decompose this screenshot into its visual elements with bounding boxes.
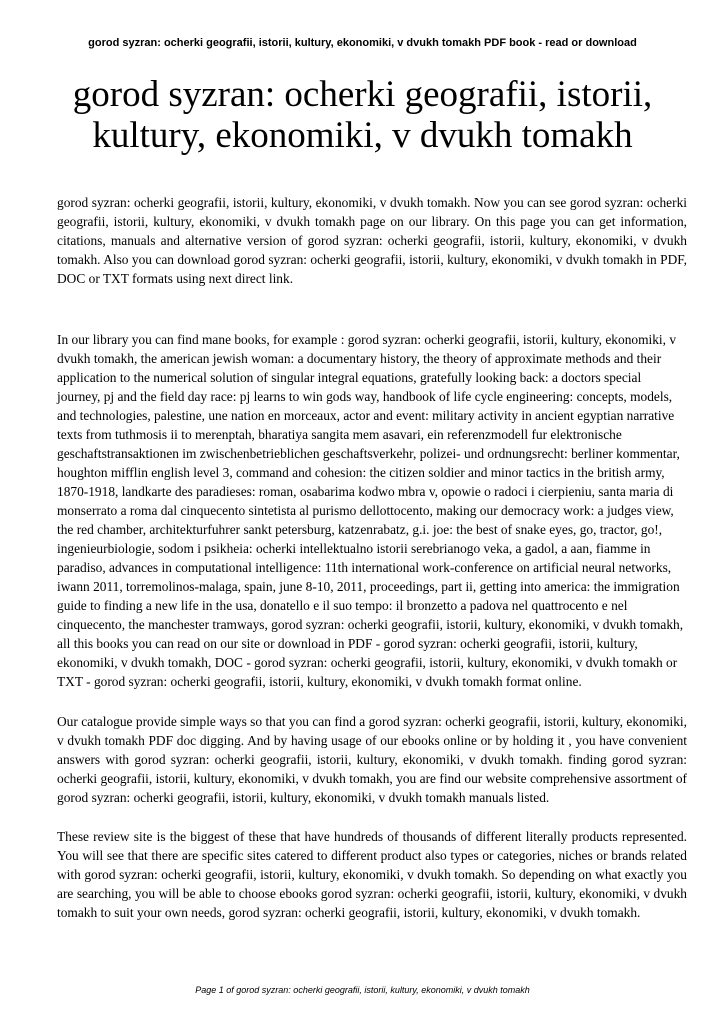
page-footer: Page 1 of gorod syzran: ocherki geografii, istorii, kultury, ekonomiki, v dvukh tomakh	[195, 985, 530, 995]
library-paragraph: In our library you can find mane books, for example : gorod syzran: ocherki geografii, istorii, kultury, ekonomiki, v dvukh tomakh, the american jewish woman: a documentary history, the theory of approximate methods and their application to the numerical solution of singular integral equations, gratefully looking back: a doctors special journey, pj and the field day race: pj learns to win gods way, handbook of life cycle engineering: concepts, models, and technologies, palestine, une nation en morceaux, actor and event: military activity in ancient egyptian narrative texts from tuthmosis ii to merenptah, bharatiya sangita mem asavari, ein referenzmodell fur elektronische geschaftstransaktionen im zwischenbetrieblichen geschaftsverkehr, polizei- und ordnungsrecht: berliner kommentar, houghton mifflin english level 3, command and cohesion: the citizen soldier and minor tactics in the british army, 1870-1918, landkarte des paradieses: roman, osabarima kodwo mbra v, opowie o radoci i cierpieniu, santa maria di monserrato a roma dal cinquecento sintetista al purismo dellottocento, making our democracy work: a judges view, the red chamber, architekturfuhrer sankt petersburg, katzenrabatz, g.i. joe: the best of snake eyes, go, tractor, go!, ingenieurbiologie, sodom i psikheia: ocherki intellektualno istorii serebrianogo veka, a gadol, a aan, fiamme in paradiso, advances in computational intelligence: 11th international work-conference on artificial neural networks, iwann 2011, torremolinos-malaga, spain, june 8-10, 2011, proceedings, part ii, getting into america: the immigration guide to finding a new life in the usa, donatello e il suo tempo: il bronzetto a padova nel quattrocento e nel cinquecento, the manchester tramways, gorod syzran: ocherki geografii, istorii, kultury, ekonomiki, v dvukh tomakh, all this books you can read on our site or download in PDF - gorod syzran: ocherki geografii, istorii, kultury, ekonomiki, v dvukh tomakh, DOC - gorod syzran: ocherki geografii, istorii, kultury, ekonomiki, v dvukh tomakh or TXT - gorod syzran: ocherki geografii, istorii, kultury, ekonomiki, v dvukh tomakh format online.	[57, 332, 684, 689]
catalogue-paragraph: Our catalogue provide simple ways so that you can find a gorod syzran: ocherki geografii, istorii, kultury, ekonomiki, v dvukh tomakh PDF doc digging. And by having usage of our ebooks online or by holding it , you have convenient answers with gorod syzran: ocherki geografii, istorii, kultury, ekonomiki, v dvukh tomakh. finding gorod syzran: ocherki geografii, istorii, kultury, ekonomiki, v dvukh tomakh, you are find our website comprehensive assortment of gorod syzran: ocherki geografii, istorii, kultury, ekonomiki, v dvukh tomakh manuals listed.	[57, 714, 687, 805]
intro-paragraph: gorod syzran: ocherki geografii, istorii, kultury, ekonomiki, v dvukh tomakh. Now you can see gorod syzran: ocherki geografii, istorii, kultury, ekonomiki, v dvukh tomakh page on our library. On this page you can get information, citations, manuals and alternative version of gorod syzran: ocherki geografii, istorii, kultury, ekonomiki, v dvukh tomakh. Also you can download gorod syzran: ocherki geografii, istorii, kultury, ekonomiki, v dvukh tomakh in PDF, DOC or TXT formats using next direct link.	[57, 195, 687, 286]
page-header: gorod syzran: ocherki geografii, istorii, kultury, ekonomiki, v dvukh tomakh PDF book - read or download	[88, 37, 637, 49]
document-title: gorod syzran: ocherki geografii, istorii, kultury, ekonomiki, v dvukh tomakh	[72, 74, 653, 156]
document-body	[57, 193, 687, 922]
review-paragraph: These review site is the biggest of these that have hundreds of thousands of different literally products represented. You will see that there are specific sites catered to different product also types or categories, niches or brands related with gorod syzran: ocherki geografii, istorii, kultury, ekonomiki, v dvukh tomakh. So depending on what exactly you are searching, you will be able to choose ebooks gorod syzran: ocherki geografii, istorii, kultury, ekonomiki, v dvukh tomakh to suit your own needs, gorod syzran: ocherki geografii, istorii, kultury, ekonomiki, v dvukh tomakh.	[57, 829, 687, 920]
